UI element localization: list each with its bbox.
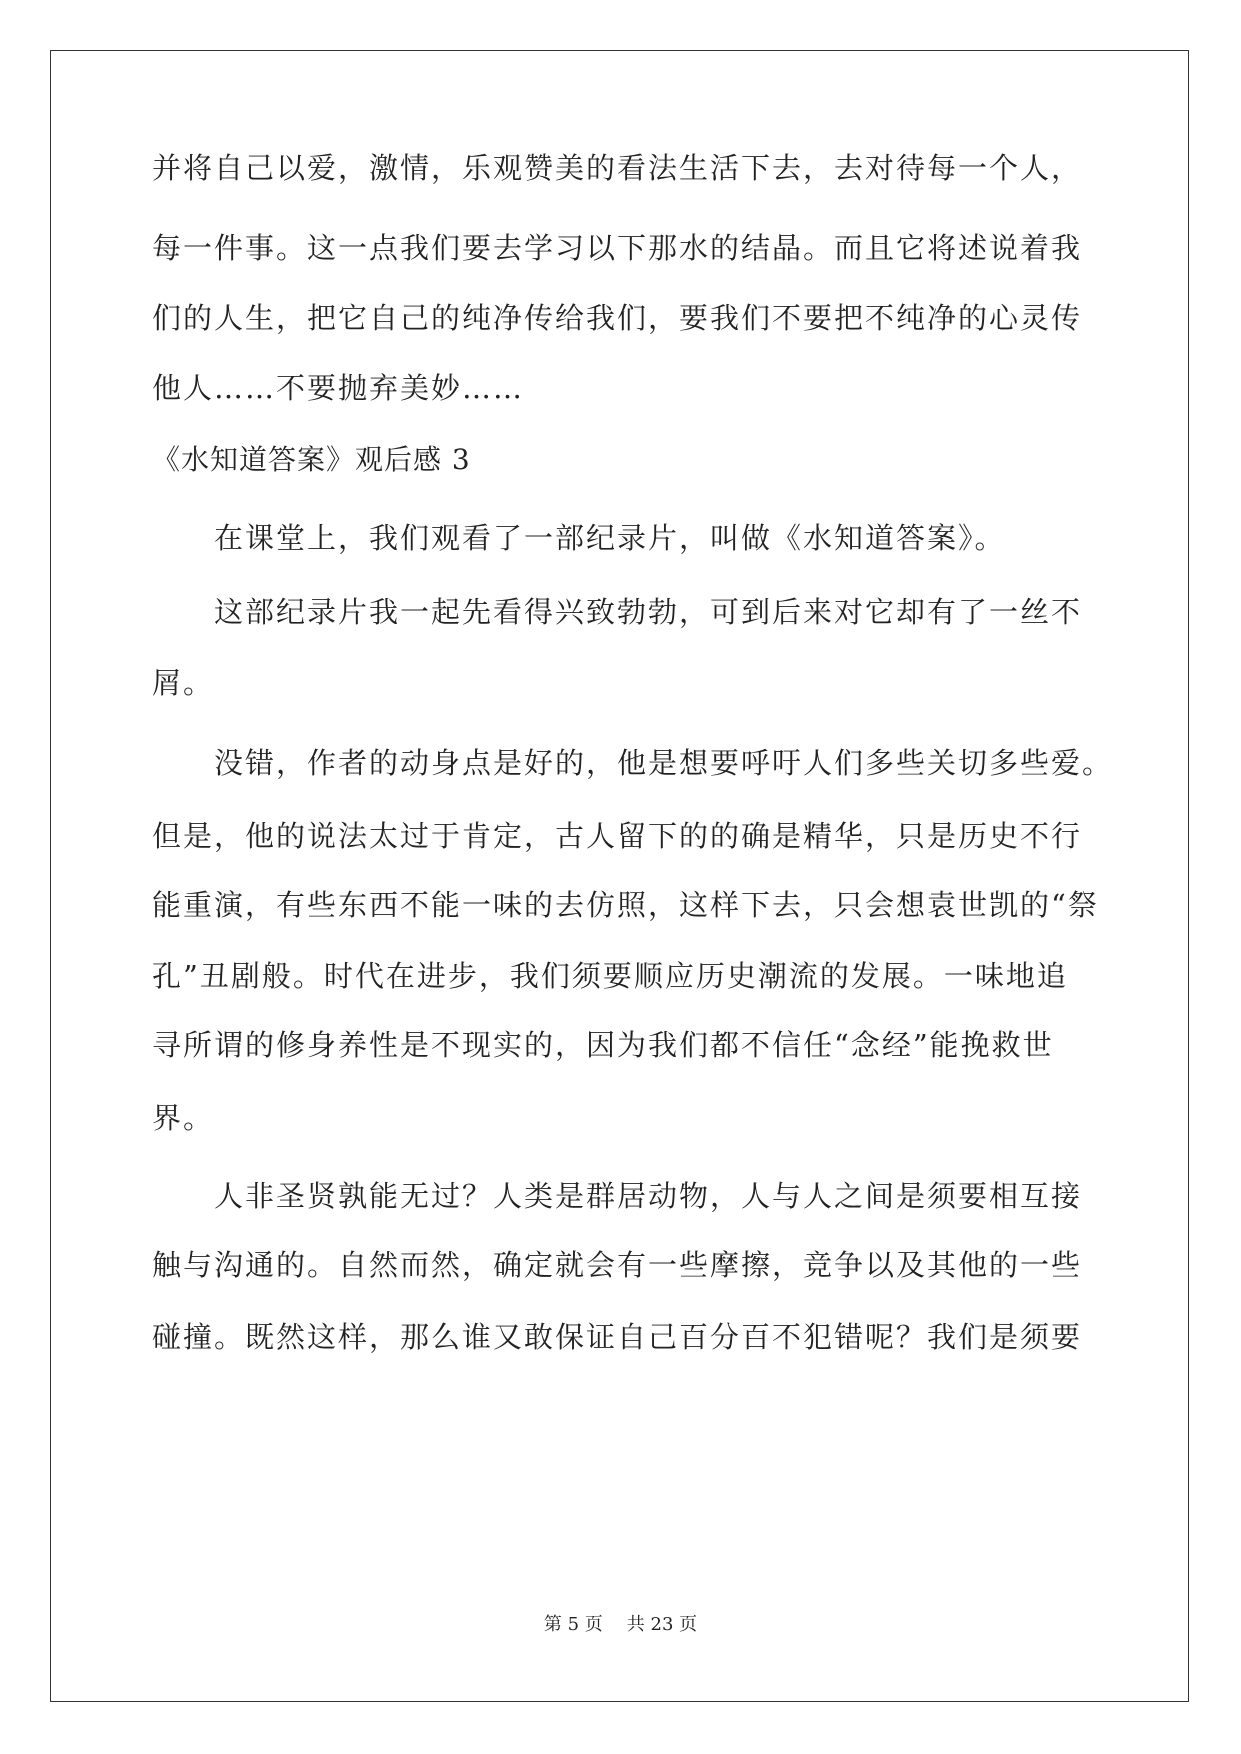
text-line: 界。 <box>152 1101 215 1135</box>
text-line: 能重演，有些东西不能一味的去仿照，这样下去，只会想袁世凯的“祭 <box>152 888 1099 922</box>
text-line: 这部纪录片我一起先看得兴致勃勃，可到后来对它却有了一丝不 <box>214 595 1083 629</box>
text-line: 但是，他的说法太过于肯定，古人留下的的确是精华，只是历史不行 <box>152 819 1083 853</box>
text-line: 他人……不要抛弃美妙…… <box>152 371 525 405</box>
text-line: 屑。 <box>152 666 215 700</box>
text-line: 寻所谓的修身养性是不现实的，因为我们都不信任“念经”能挽救世 <box>152 1028 1054 1062</box>
page-number: 第 5 页 <box>543 1614 603 1635</box>
text-line: 们的人生，把它自己的纯净传给我们，要我们不要把不纯净的心灵传 <box>152 301 1083 335</box>
text-line: 并将自己以爱，激情，乐观赞美的看法生活下去，去对待每一个人， <box>152 151 1083 185</box>
text-line: 没错，作者的动身点是好的，他是想要呼吁人们多些关切多些爱。 <box>214 746 1114 780</box>
text-line: 孔”丑剧般。时代在进步，我们须要顺应历史潮流的发展。一味地追 <box>152 959 1068 993</box>
text-line: 碰撞。既然这样，那么谁又敢保证自己百分百不犯错呢？我们是须要 <box>152 1320 1083 1354</box>
text-line: 在课堂上，我们观看了一部纪录片，叫做《水知道答案》。 <box>214 521 1006 555</box>
page-border <box>50 50 1189 1702</box>
text-line: 人非圣贤孰能无过？人类是群居动物，人与人之间是须要相互接 <box>214 1179 1083 1213</box>
text-line: 触与沟通的。自然而然，确定就会有一些摩擦，竞争以及其他的一些 <box>152 1248 1083 1282</box>
section-title: 《水知道答案》观后感 3 <box>152 443 471 476</box>
page-footer <box>0 1610 1241 1636</box>
text-line: 每一件事。这一点我们要去学习以下那水的结晶。而且它将述说着我 <box>152 231 1083 265</box>
page-total: 共 23 页 <box>626 1614 698 1635</box>
